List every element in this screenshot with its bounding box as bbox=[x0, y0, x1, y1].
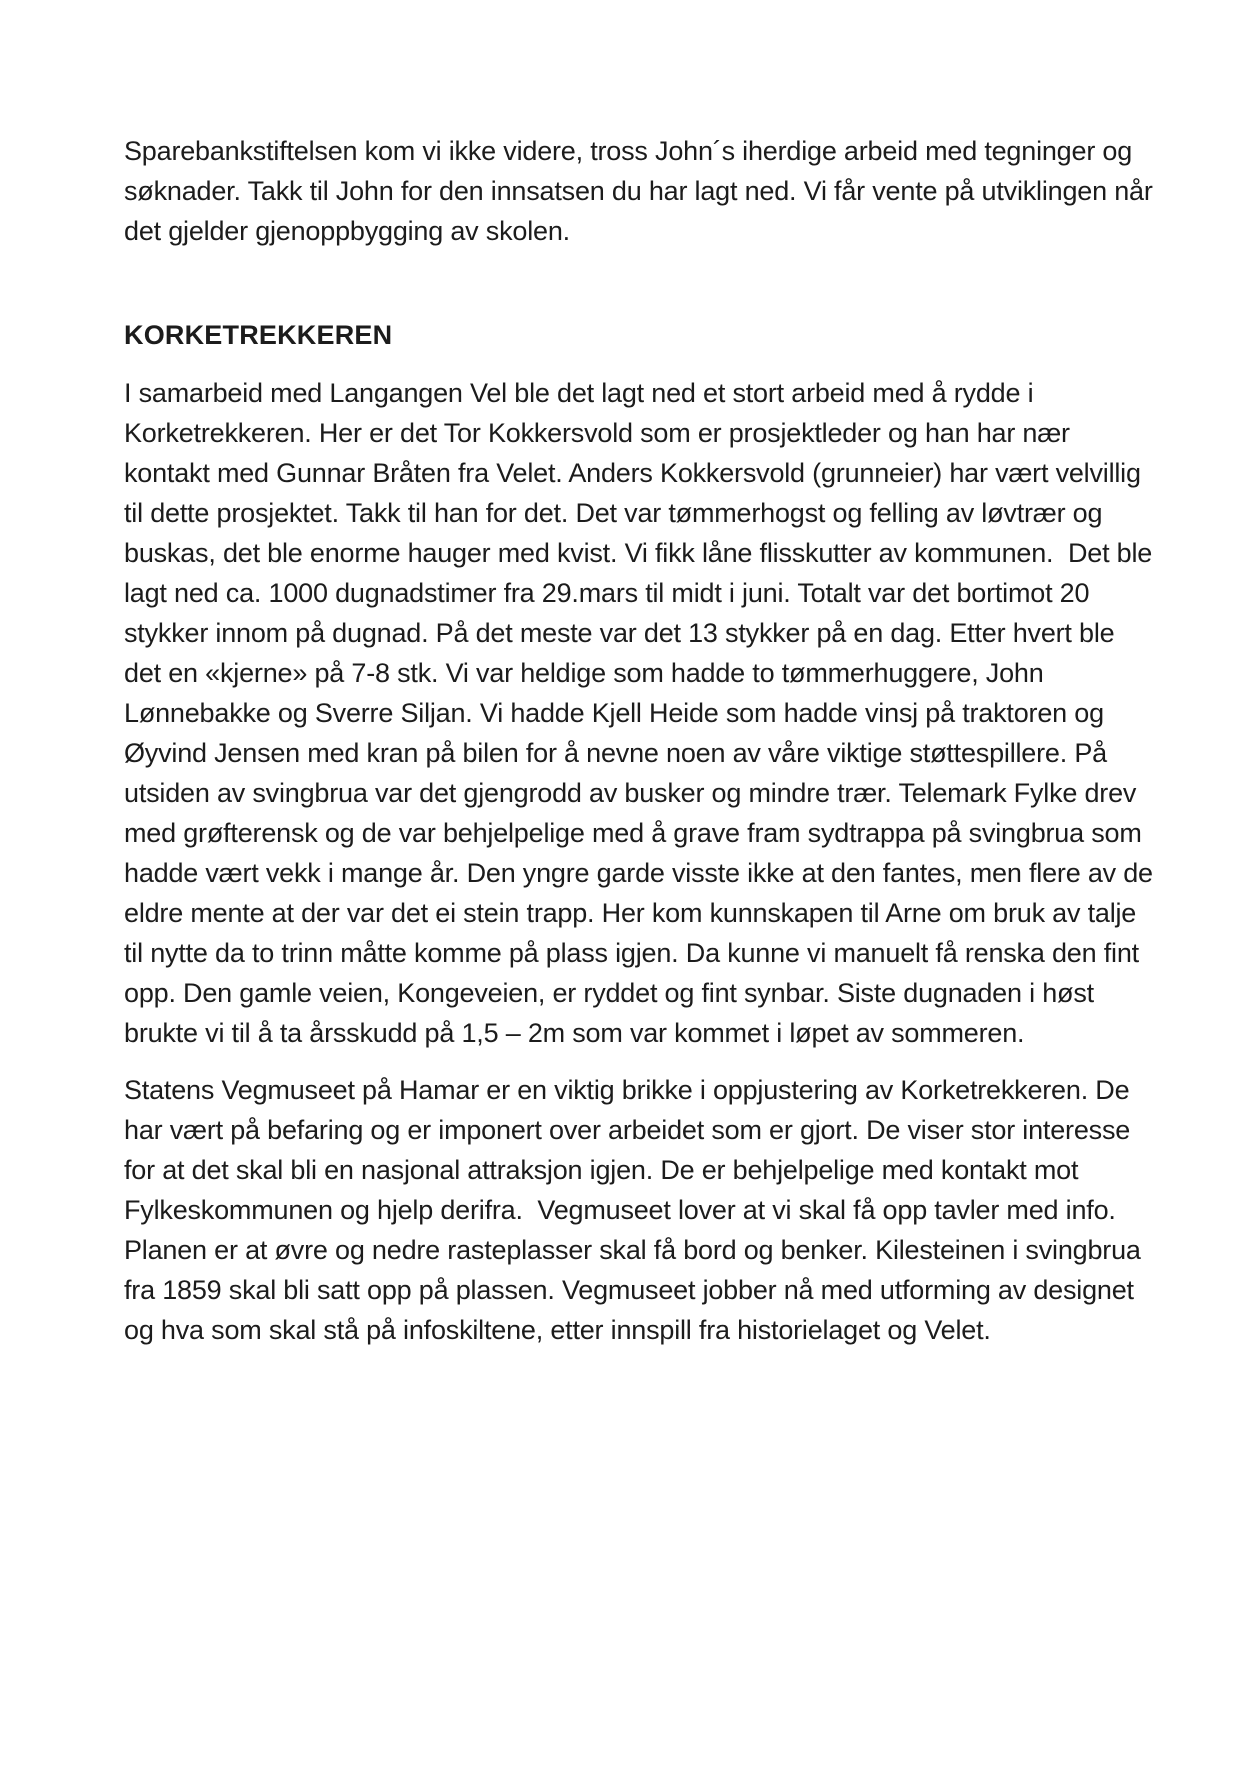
paragraph-korketrekkeren-dugnad: I samarbeid med Langangen Vel ble det lagt ned et stort arbeid med å rydde i Korketrekkeren. Her er det Tor Kokkersvold som er prosjektleder og han har nær kontakt med Gunnar Bråten fra Velet. Anders Kokkersvold (grunneier) har vært velvillig til dette prosjektet. Takk til han for det. Det var tømmerhogst og felling av løvtrær og buskas, det ble enorme hauger med kvist. Vi fikk låne flisskutter av kommunen. Det ble lagt ned ca. 1000 dugnadstimer fra 29.mars til midt i juni. Totalt var det bortimot 20 stykker innom på dugnad. På det meste var det 13 stykker på en dag. Etter hvert ble det en «kjerne» på 7-8 stk. Vi var heldige som hadde to tømmerhuggere, John Lønnebakke og Sverre Siljan. Vi hadde Kjell Heide som hadde vinsj på traktoren og Øyvind Jensen med kran på bilen for å nevne noen av våre viktige støttespillere. På utsiden av svingbrua var det gjengrodd av busker og mindre trær. Telemark Fylke drev med grøfterensk og de var behjelpelige med å grave fram sydtrappa på svingbrua som hadde vært vekk i mange år. Den yngre garde visste ikke at den fantes, men flere av de eldre mente at der var det ei stein trapp. Her kom kunnskapen til Arne om bruk av talje til nytte da to trinn måtte komme på plass igjen. Da kunne vi manuelt få renska den fint opp. Den gamle veien, Kongeveien, er ryddet og fint synbar. Siste dugnaden i høst brukte vi til å ta årsskudd på 1,5 – 2m som var kommet i løpet av sommeren. bbox=[124, 378, 1161, 1048]
paragraph-vegmuseet: Statens Vegmuseet på Hamar er en viktig brikke i oppjustering av Korketrekkeren. De har vært på befaring og er imponert over arbeidet som er gjort. De viser stor interesse for at det skal bli en nasjonal attraksjon igjen. De er behjelpelige med kontakt mot Fylkeskommunen og hjelp derifra. Vegmuseet lover at vi skal få opp tavler med info. Planen er at øvre og nedre rasteplasser skal få bord og benker. Kilesteinen i svingbrua fra 1859 skal bli satt opp på plassen. Vegmuseet jobber nå med utforming av designet og hva som skal stå på infoskiltene, etter innspill fra historielaget og Velet. bbox=[124, 1075, 1149, 1345]
paragraph-intro: Sparebankstiftelsen kom vi ikke videre, tross John´s iherdige arbeid med tegninger og søknader. Takk til John for den innsatsen du har lagt ned. Vi får vente på utviklingen når det gjelder gjenoppbygging av skolen. bbox=[124, 136, 1160, 246]
section-heading-korketrekkeren: KORKETREKKEREN bbox=[124, 320, 393, 350]
